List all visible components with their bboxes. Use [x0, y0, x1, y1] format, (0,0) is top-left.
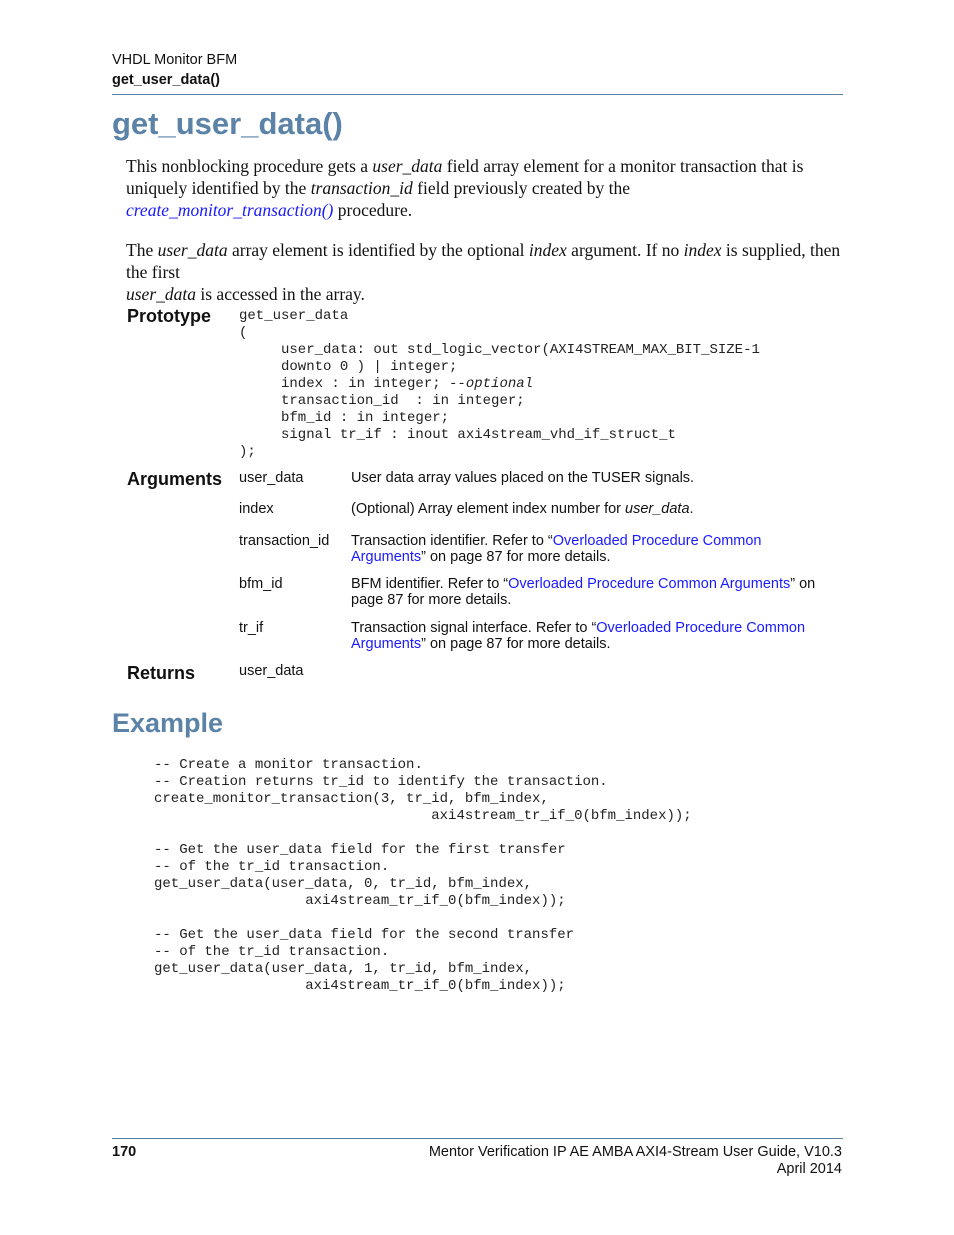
footer-date: April 2014 [776, 1161, 842, 1177]
header-rule [112, 94, 843, 95]
intro-paragraph-2: The user_data array element is identified by the optional index argument. If no index is supplied, then the first user_data is accessed in the array. [126, 240, 841, 304]
arg-desc-tr-if: Transaction signal interface. Refer to “Overloaded Procedure Common Arguments” on page 87 for more details. [351, 620, 806, 652]
arg-desc-bfm-id: BFM identifier. Refer to “Overloaded Procedure Common Arguments” on page 87 for more details. [351, 576, 816, 608]
overloaded-args-link-bfm-id[interactable]: Overloaded Procedure Common Arguments [508, 576, 791, 592]
example-heading: Example [112, 708, 224, 738]
prototype-code: get_user_data ( user_data: out std_logic_vector(AXI4STREAM_MAX_BIT_SIZE-1 downto 0 ) | integer; index : in integer; --optional transaction_id : in integer; bfm_id : in integer; signal tr_if : inout axi4stream_vhd_if_struct_t ); [239, 308, 760, 460]
page-number: 170 [112, 1144, 137, 1160]
example-code: -- Create a monitor transaction. -- Creation returns tr_id to identify the transaction. create_monitor_transaction(3, tr_id, bfm_index, axi4stream_tr_if_0(bfm_index)); -- Get the user_data field for the first transfer -- of the tr_id transaction. get_user_data(user_data, 0, tr_id, bfm_index, axi4stream_tr_if_0(bfm_index)); -- Get the user_data field for the second transfer -- of the tr_id transaction. get_user_data(user_data, 1, tr_id, bfm_index, axi4stream_tr_if_0(bfm_index)); [154, 757, 692, 994]
footer-doc-title: Mentor Verification IP AE AMBA AXI4-Stream User Guide, V10.3 [428, 1144, 842, 1160]
arg-name-index: index [239, 501, 274, 517]
running-header-subsection: get_user_data() [112, 72, 220, 88]
footer-doc-info [429, 1144, 842, 1178]
arg-desc-transaction-id: Transaction identifier. Refer to “Overloaded Procedure Common Arguments” on page 87 for more details. [351, 533, 762, 565]
arg-desc-user-data: User data array values placed on the TUSER signals. [351, 470, 695, 486]
arg-name-tr-if: tr_if [239, 620, 264, 636]
intro-paragraph-1: This nonblocking procedure gets a user_data field array element for a monitor transaction that is uniquely identified by the transaction_id field previously created by the create_monitor_transaction() procedure. [126, 156, 804, 220]
arg-name-user-data: user_data [239, 470, 304, 486]
returns-label: Returns [127, 663, 196, 683]
create-monitor-transaction-link[interactable]: create_monitor_transaction() [126, 200, 334, 220]
footer-rule [112, 1138, 843, 1139]
returns-value: user_data [239, 663, 304, 679]
arguments-label: Arguments [127, 469, 223, 489]
overloaded-args-link-transaction-id[interactable]: Overloaded Procedure Common Arguments [351, 533, 762, 565]
arg-desc-index: (Optional) Array element index number for user_data. [351, 501, 694, 517]
running-header-section: VHDL Monitor BFM [112, 52, 238, 68]
page-title: get_user_data() [112, 106, 343, 141]
arg-name-bfm-id: bfm_id [239, 576, 283, 592]
overloaded-args-link-tr-if[interactable]: Overloaded Procedure Common Arguments [351, 620, 806, 652]
prototype-label: Prototype [127, 306, 212, 326]
arg-name-transaction-id: transaction_id [239, 533, 330, 549]
